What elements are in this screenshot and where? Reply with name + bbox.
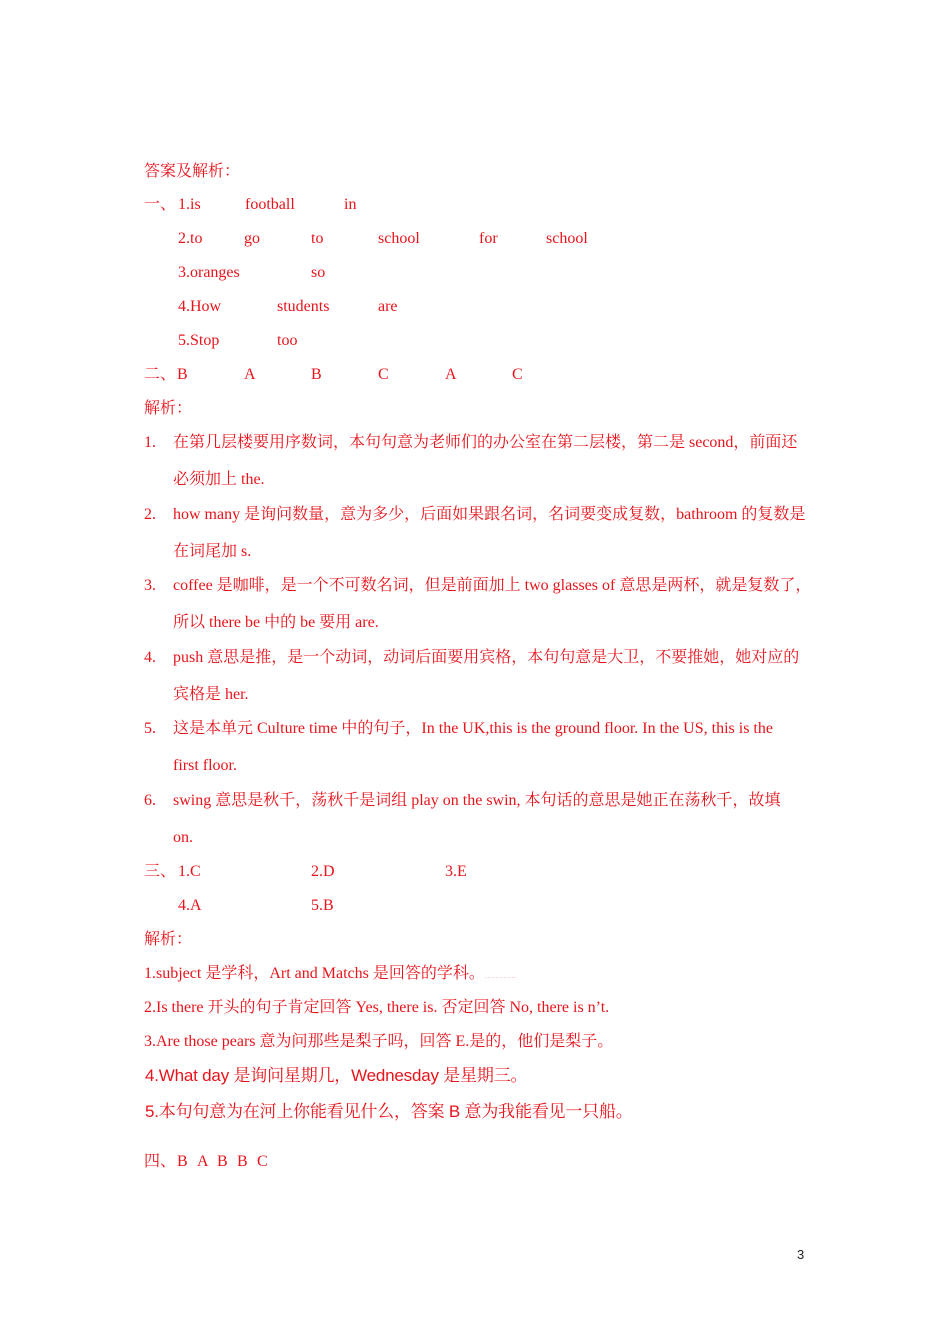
part3-analysis-line-1 — [144, 964, 517, 984]
answer-letter: A — [197, 1153, 209, 1170]
part3-analysis-line-2: 2.Is there 开头的句子肯定回答 Yes, there is. 否定回答 No, there is n’t. — [144, 999, 610, 1016]
answer-match: 1.C — [178, 863, 201, 880]
item-number: 6. — [144, 792, 156, 809]
item-text-line2: 必须加上 the. — [173, 471, 265, 488]
item-text-line1: swing 意思是秋千，荡秋千是词组 play on the swin, 本句话的意思是她正在荡秋千，故填 — [173, 792, 781, 809]
part3-label: 三、 — [144, 863, 177, 880]
answer-letter: C — [512, 366, 523, 383]
item-text-line1: coffee 是咖啡，是一个不可数名词，但是前面加上 two glasses of 意思是两杯，就是复数了， — [173, 577, 812, 594]
answer-word: go — [244, 230, 260, 247]
item-text-line1: how many 是询问数量，意为多少，后面如果跟名词，名词要变成复数，bathroom 的复数是 — [173, 506, 806, 523]
answer-letter: B — [237, 1153, 248, 1170]
answers-heading: 答案及解析： — [144, 163, 241, 180]
item-text-line2: on. — [173, 829, 193, 846]
answer-word: for — [479, 230, 498, 247]
answer-match: 3.E — [445, 863, 467, 880]
part1-label: 一、 — [144, 196, 177, 213]
answer-letter: B — [177, 1153, 188, 1170]
item-number: 3. — [144, 577, 156, 594]
answer-word: football — [245, 196, 295, 213]
answer-letter: B — [311, 366, 322, 383]
answer-word: too — [277, 332, 298, 349]
item-number: 2. — [144, 506, 156, 523]
part3-analysis-label: 解析： — [144, 931, 193, 948]
part3-analysis-line-5: 5.本句句意为在河上你能看见什么，答案 B 意为我能看见一只船。 — [145, 1102, 633, 1121]
item-text-line1: 这是本单元 Culture time 中的句子，In the UK,this is the ground floor. In the US, this is the — [173, 720, 773, 737]
item-number: 1. — [144, 434, 156, 451]
part4-label: 四、 — [144, 1153, 177, 1170]
answer-letter: A — [244, 366, 256, 383]
answer-match: 2.D — [311, 863, 335, 880]
item-number: 4. — [144, 649, 156, 666]
answer-word: 3.oranges — [178, 264, 240, 281]
answer-match: 4.A — [178, 897, 202, 914]
page-number: 3 — [797, 1247, 805, 1262]
tiny-note: …………………… — [484, 974, 517, 979]
item-text-line2: 宾格是 her. — [173, 686, 249, 703]
answer-word: so — [311, 264, 326, 281]
answer-match: 5.B — [311, 897, 334, 914]
part3-analysis-line-3: 3.Are those pears 意为问那些是梨子吗，回答 E.是的，他们是梨子。 — [144, 1033, 614, 1050]
answer-word: school — [378, 230, 420, 247]
analysis-text: 1.subject 是学科，Art and Matchs 是回答的学科。 — [144, 965, 485, 982]
answer-word: 5.Stop — [178, 332, 220, 349]
answer-word: school — [546, 230, 588, 247]
part2-label: 二、 — [144, 366, 177, 383]
answer-word: students — [277, 298, 330, 315]
item-text-line2: 在词尾加 s. — [173, 543, 252, 560]
answer-word: are — [378, 298, 398, 315]
item-number: 5. — [144, 720, 156, 737]
part3-analysis-line-4: 4.What day 是询问星期几，Wednesday 是星期三。 — [145, 1066, 528, 1085]
answer-letter: C — [257, 1153, 268, 1170]
item-text-line2: first floor. — [173, 757, 237, 774]
answer-letter: C — [378, 366, 389, 383]
answer-letter: B — [177, 366, 188, 383]
answer-word: 1.is — [178, 196, 201, 213]
part2-analysis-label: 解析： — [144, 400, 193, 417]
answer-word: 4.How — [178, 298, 222, 315]
answer-word: in — [344, 196, 357, 213]
answer-word: 2.to — [178, 230, 203, 247]
answer-letter: A — [445, 366, 457, 383]
answer-word: to — [311, 230, 324, 247]
answer-letter: B — [217, 1153, 228, 1170]
item-text-line1: push 意思是推，是一个动词，动词后面要用宾格，本句句意是大卫，不要推她，她对应的 — [173, 649, 800, 666]
item-text-line2: 所以 there be 中的 be 要用 are. — [173, 614, 379, 631]
item-text-line1: 在第几层楼要用序数词，本句句意为老师们的办公室在第二层楼，第二是 second，前面还 — [173, 434, 798, 451]
